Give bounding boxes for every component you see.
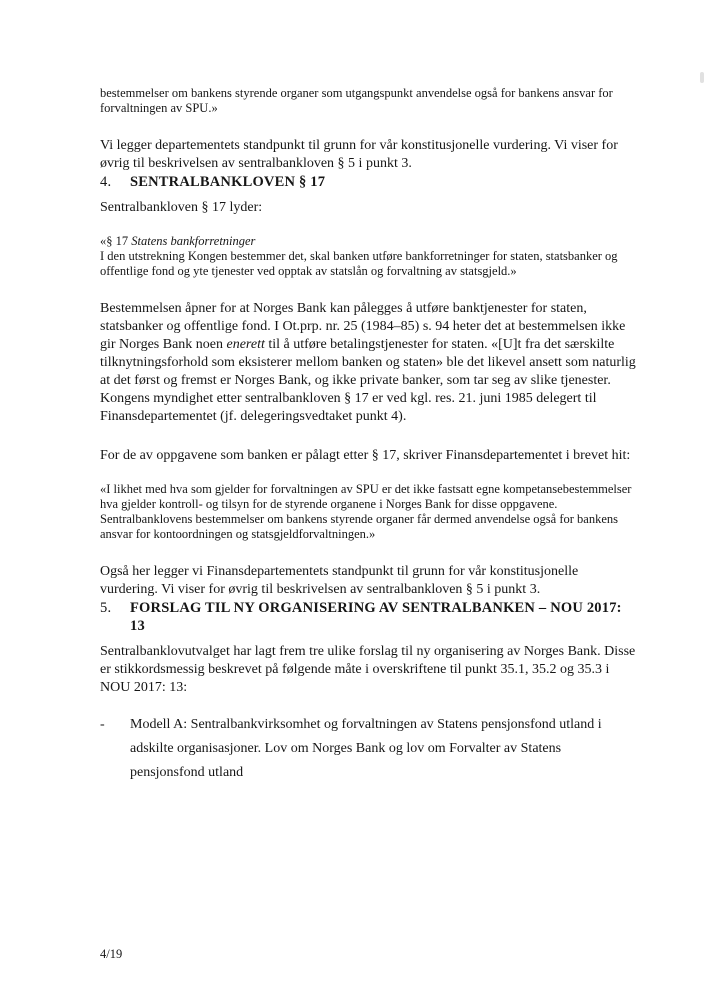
quote-statute-body: I den utstrekning Kongen bestemmer det, skal banken utføre bankforretninger for staten, statsbanker og offentlige fond og yte tjenester ved opptak av statslån og forvaltning av statsgjeld.» [100,249,618,278]
paragraph-oppgavene: For de av oppgavene som banken er pålagt etter § 17, skriver Finansdepartementet i brevet hit: [100,448,631,463]
section-4-number: 4. [100,174,112,190]
paragraph-constitutional-assessment: Vi legger departementets standpunkt til grunn for vår konstitusjonelle vurdering. Vi viser for øvrig til beskrivelsen av sentralbankloven § 5 i punkt 3. [100,138,618,171]
paragraph-section5-intro: Sentralbanklovutvalget har lagt frem tre ulike forslag til ny organisering av Norges Bank. Disse er stikkordsmessig beskrevet på følgende måte i overskriftene til punkt 35.1, 35.2 og 35.3 i NOU 2017: 13: [100,644,636,695]
blockquote-finansdepartementet: «I likhet med hva som gjelder for forvaltningen av SPU er det ikke fastsatt egne kompetansebestemmelser hva gjelder kontroll- og tilsyn for de styrende organene i Norges Bank for disse oppgavene. Sentralbanklovens bestemmelser om bankens styrende organer får dermed anvendelse også for bankens ansvar for kontoordningen og statsgjeldforvaltningen.» [100,482,632,541]
scan-artifact [700,72,704,83]
paragraph-bestemmelsen-pre: Bestemmelsen åpner for at Norges Bank kan pålegges å utføre banktjenester for staten, statsbanker og offentlige fond. I Ot.prp. nr. 25 (1984–85) s. 94 heter det at bestemmelsen ikke gir Norges Bank noen [100,301,626,352]
list-item-text: Modell A: Sentralbankvirksomhet og forvaltningen av Statens pensjonsfond utland i adskilte organisasjoner. Lov om Norges Bank og lov om Forvalter av Statens pensjonsfond utland [130,717,602,780]
paragraph-bestemmelsen [100,300,636,426]
paragraph-bestemmelsen-post: til å utføre betalingstjenester for staten. «[U]t fra det særskilte tilknytningsforhold som eksisterer mellom banken og staten» ble det likevel ansett som naturlig at det først og fremst er Norges Bank, og ikke private banker, som tar seg av slike tjenester. Kongens myndighet etter sentralbankloven § 17 er ved kgl. res. 21. juni 1985 delegert til Finansdepartementet (jf. delegeringsvedtaket punkt 4). [100,337,636,424]
quote-statute-prefix: «§ 17 [100,234,132,248]
paragraph-section4-intro: Sentralbankloven § 17 lyder: [100,200,263,215]
section-5-title: FORSLAG TIL NY ORGANISERING AV SENTRALBANKEN – NOU 2017: 13 [130,600,622,634]
list-item-marker: - [100,717,105,732]
quote-statute-title-italic: Statens bankforretninger [131,234,256,248]
section-5-number: 5. [100,600,112,616]
page-number: 4/19 [100,947,123,961]
list-item-modell-a [100,713,636,785]
blockquote-statute-17 [100,234,636,279]
section-5-heading [100,599,636,635]
paragraph-ogsaa-her: Også her legger vi Finansdepartementets standpunkt til grunn for vår konstitusjonelle vurdering. Vi viser for øvrig til beskrivelsen av sentralbankloven § 5 i punkt 3. [100,564,579,597]
section-4-title: SENTRALBANKLOVEN § 17 [130,174,326,190]
document-content [100,86,636,785]
paragraph-bestemmelsen-italic-enerett: enerett [226,337,265,352]
section-4-heading [100,173,636,191]
blockquote-continuation-spu: bestemmelser om bankens styrende organer som utgangspunkt anvendelse også for bankens ansvar for forvaltningen av SPU.» [100,86,613,115]
